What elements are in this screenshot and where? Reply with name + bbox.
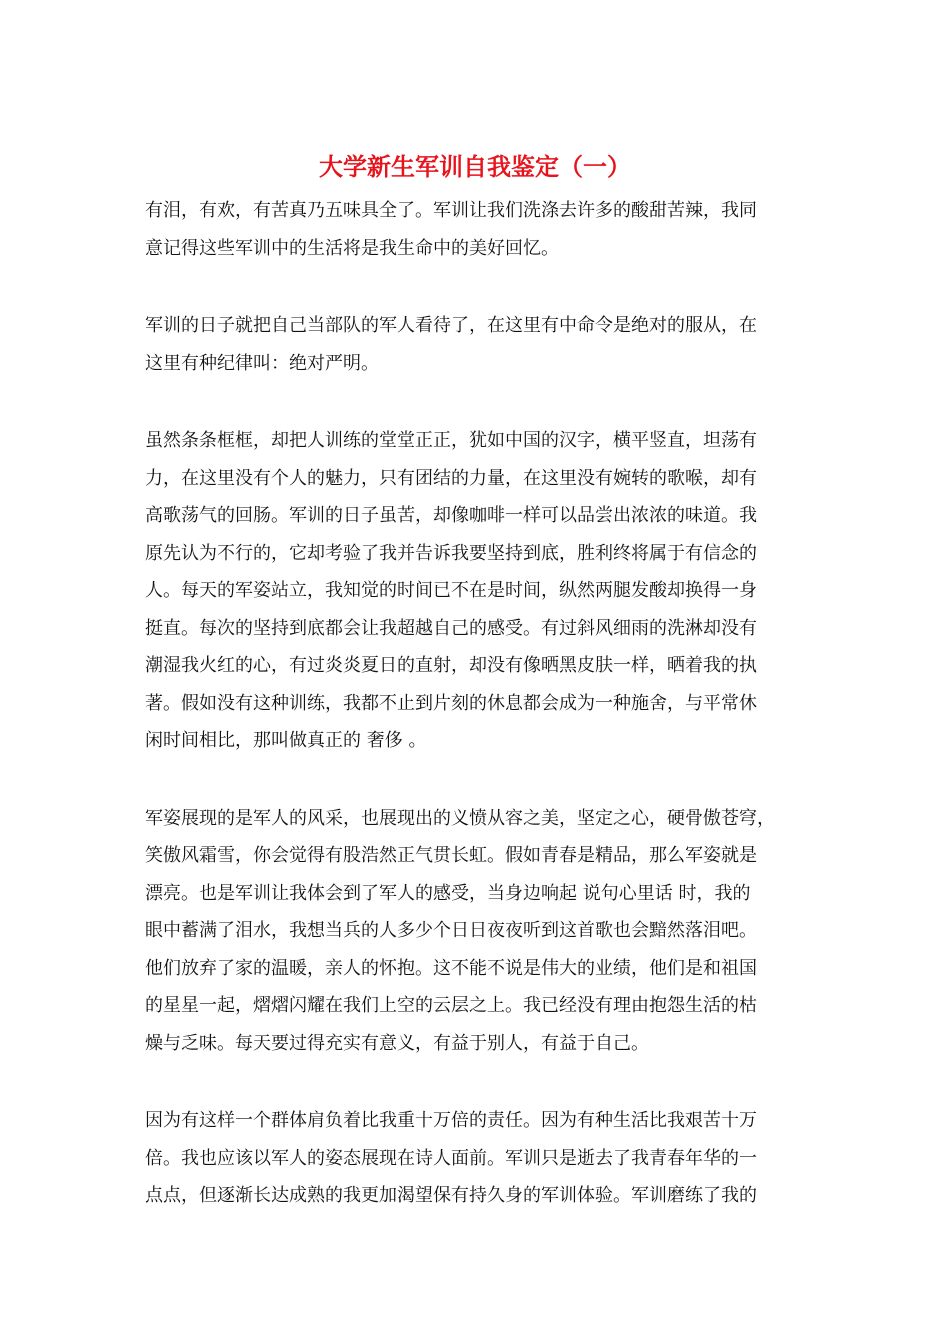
text-line: 点点，但逐渐长达成熟的我更加渴望保有持久身的军训体验。军训磨练了我的 — [145, 1185, 757, 1206]
text-line: 漂亮。也是军训让我体会到了军人的感受，当身边响起 说句心里话 时，我的 — [145, 882, 751, 904]
text-line: 笑傲风霜雪，你会觉得有股浩然正气贯长虹。假如青春是精品，那么军姿就是 — [145, 845, 757, 866]
text-line: 倍。我也应该以军人的姿态展现在诗人面前。军训只是逝去了我青春年华的一 — [145, 1147, 757, 1169]
paragraph-gap — [145, 267, 825, 307]
paragraph — [145, 422, 825, 760]
document-title: 大学新生军训自我鉴定（一） — [319, 152, 631, 181]
text-line: 眼中蓄满了泪水，我想当兵的人多少个日日夜夜听到这首歌也会黯然落泪吧。 — [145, 920, 757, 941]
text-line: 军训的日子就把自己当部队的军人看待了，在这里有中命令是绝对的服从，在 — [145, 315, 757, 336]
paragraph-gap — [145, 760, 825, 800]
text-line: 这里有种纪律叫：绝对严明。 — [145, 352, 379, 374]
text-line: 人。每天的军姿站立，我知觉的时间已不在是时间，纵然两腿发酸却换得一身 — [145, 580, 757, 601]
paragraph-gap — [145, 1062, 825, 1102]
text-line: 高歌荡气的回肠。军训的日子虽苦，却像咖啡一样可以品尝出浓浓的味道。我 — [145, 505, 757, 526]
document-body — [145, 192, 825, 1215]
text-line: 闲时间相比，那叫做真正的 奢侈 。 — [145, 730, 427, 751]
text-line: 著。假如没有这种训练，我都不止到片刻的休息都会成为一种施舍，与平常休 — [145, 692, 757, 714]
text-line: 潮湿我火红的心，有过炎炎夏日的直射，却没有像晒黑皮肤一样，晒着我的执 — [145, 655, 757, 676]
paragraph — [145, 800, 825, 1063]
paragraph — [145, 192, 825, 267]
text-line: 挺直。每次的坚持到底都会让我超越自己的感受。有过斜风细雨的洗淋却没有 — [145, 617, 757, 639]
text-line: 虽然条条框框，却把人训练的堂堂正正，犹如中国的汉字，横平竖直，坦荡有 — [145, 430, 757, 451]
text-line: 力，在这里没有个人的魅力，只有团结的力量，在这里没有婉转的歌喉，却有 — [145, 467, 757, 489]
paragraph-gap — [145, 382, 825, 422]
text-line: 燥与乏味。每天要过得充实有意义，有益于别人，有益于自己。 — [145, 1032, 649, 1054]
text-line: 他们放弃了家的温暖，亲人的怀抱。这不能不说是伟大的业绩，他们是和祖国 — [145, 957, 757, 979]
paragraph — [145, 307, 825, 382]
text-line: 军姿展现的是军人的风采，也展现出的义愤从容之美，坚定之心，硬骨傲苍穹， — [145, 807, 775, 829]
text-line: 的星星一起，熠熠闪耀在我们上空的云层之上。我已经没有理由抱怨生活的枯 — [145, 995, 757, 1016]
text-line: 原先认为不行的，它却考验了我并告诉我要坚持到底，胜利终将属于有信念的 — [145, 542, 757, 564]
text-line: 意记得这些军训中的生活将是我生命中的美好回忆。 — [145, 237, 559, 259]
text-line: 因为有这样一个群体肩负着比我重十万倍的责任。因为有种生活比我艰苦十万 — [145, 1110, 757, 1131]
paragraph — [145, 1102, 825, 1215]
text-line: 有泪，有欢，有苦真乃五味具全了。军训让我们洗涤去许多的酸甜苦辣，我同 — [145, 200, 757, 221]
